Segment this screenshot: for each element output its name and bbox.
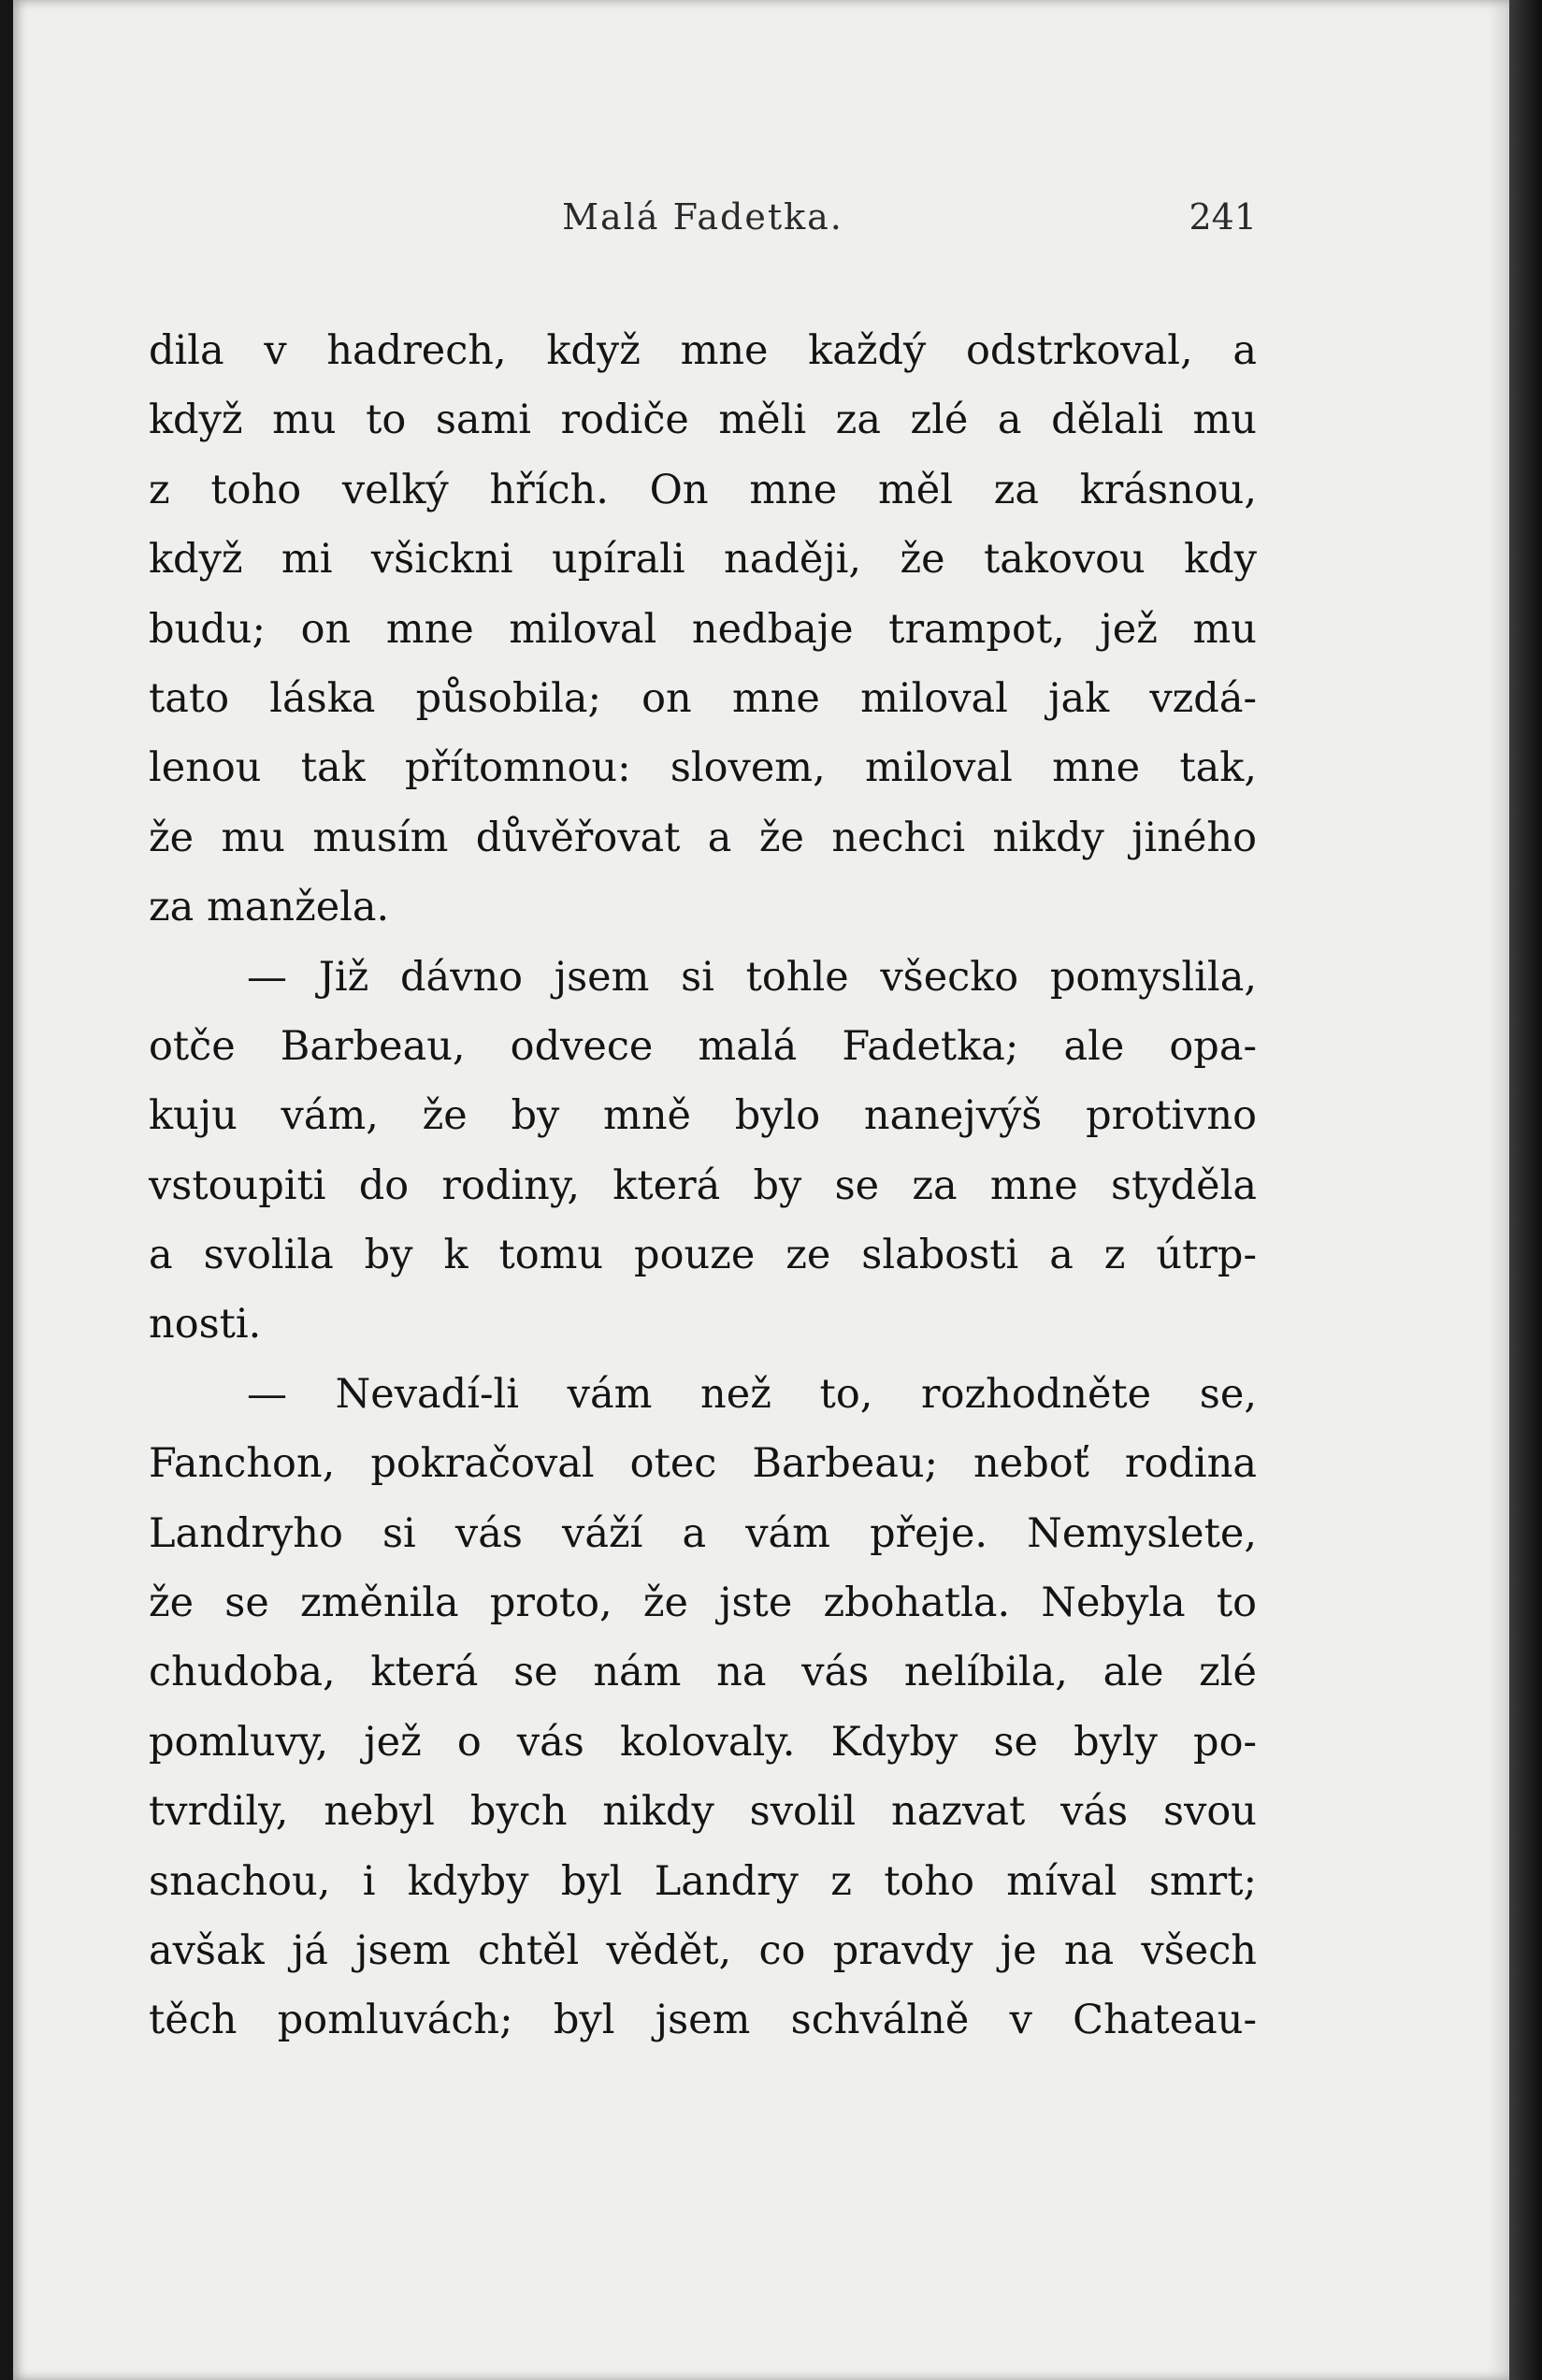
text-line: lenou tak přítomnou: slovem, miloval mne tak, xyxy=(149,744,1257,792)
text-line: za manžela. xyxy=(149,884,390,931)
text-line: — Nevadí-li vám než to, rozhodněte se, xyxy=(247,1370,1257,1418)
body-text xyxy=(149,316,1257,2055)
page-number: 241 xyxy=(1189,196,1257,238)
text-line: a svolila by k tomu pouze ze slabosti a z útrp- xyxy=(149,1232,1257,1279)
text-line: budu; on mne miloval nedbaje trampot, jež mu xyxy=(149,605,1257,653)
text-line: kuju vám, že by mně bylo nanejvýš protivno xyxy=(149,1092,1257,1140)
text-line: Landryho si vás váží a vám přeje. Nemyslete, xyxy=(149,1509,1257,1557)
text-line: když mi všickni upírali naději, že takovou kdy xyxy=(149,536,1257,584)
text-line: — Již dávno jsem si tohle všecko pomyslila, xyxy=(247,953,1257,1001)
page-right-edge xyxy=(1509,0,1542,2380)
text-line: pomluvy, jež o vás kolovaly. Kdyby se byly po- xyxy=(149,1718,1257,1766)
running-title: Malá Fadetka. xyxy=(562,196,843,238)
text-line: dila v hadrech, když mne každý odstrkoval, a xyxy=(149,327,1257,374)
text-line: těch pomluvách; byl jsem schválně v Chateau- xyxy=(149,1997,1257,2044)
text-line: nosti. xyxy=(149,1301,262,1349)
text-line: tvrdily, nebyl bych nikdy svolil nazvat vás svou xyxy=(149,1788,1257,1836)
text-line: že mu musím důvěřovat a že nechci nikdy jiného xyxy=(149,814,1257,861)
text-line: chudoba, která se nám na vás nelíbila, ale zlé xyxy=(149,1649,1257,1696)
text-line: avšak já jsem chtěl vědět, co pravdy je na všech xyxy=(149,1926,1257,1974)
text-line: otče Barbeau, odvece malá Fadetka; ale opa- xyxy=(149,1022,1257,1070)
text-line: z toho velký hřích. On mne měl za krásnou, xyxy=(149,466,1257,513)
text-line: snachou, i kdyby byl Landry z toho míval smrt; xyxy=(149,1857,1257,1905)
running-head xyxy=(149,196,1257,252)
book-page xyxy=(13,0,1509,2380)
text-line: tato láska působila; on mne miloval jak vzdá- xyxy=(149,674,1257,722)
text-line: Fanchon, pokračoval otec Barbeau; neboť rodina xyxy=(149,1440,1257,1488)
text-line: když mu to sami rodiče měli za zlé a dělali mu xyxy=(149,397,1257,444)
text-line: že se změnila proto, že jste zbohatla. Nebyla to xyxy=(149,1579,1257,1627)
page-left-edge xyxy=(0,0,13,2380)
text-line: vstoupiti do rodiny, která by se za mne styděla xyxy=(149,1161,1257,1209)
